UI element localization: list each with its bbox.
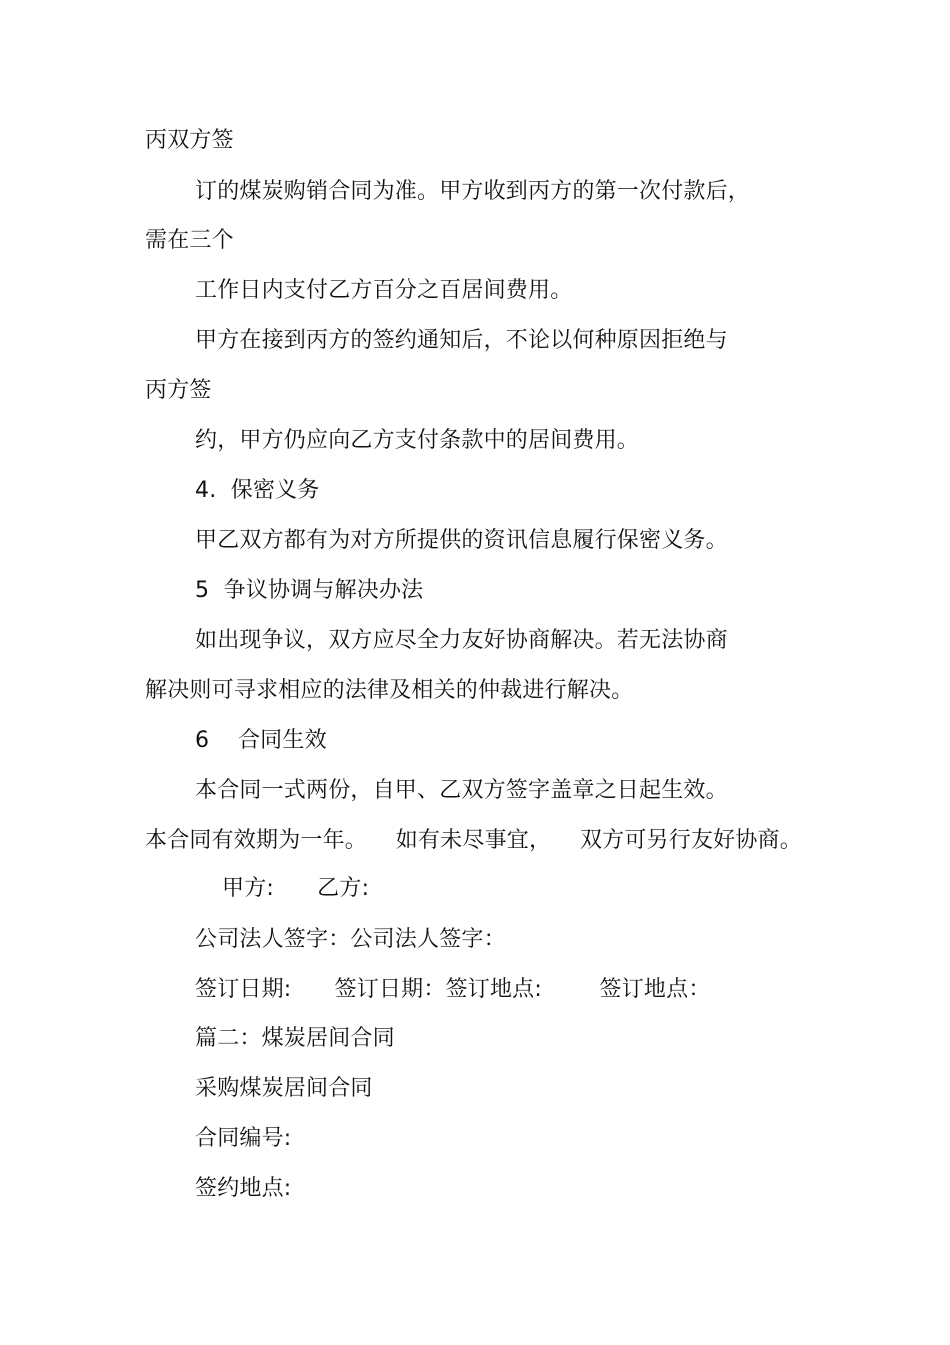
signing-place-field: 签约地点: xyxy=(195,1176,292,1201)
text-line: 本合同有效期为一年。 如有未尽事宜， 双方可另行友好协商。 xyxy=(145,828,802,853)
text-line: 甲方在接到丙方的签约通知后，不论以何种原因拒绝与 xyxy=(195,328,728,353)
text-line: 订的煤炭购销合同为准。甲方收到丙方的第一次付款后， xyxy=(195,179,751,204)
text-line: 解决则可寻求相应的法律及相关的仲裁进行解决。 xyxy=(145,678,634,703)
contract-title: 采购煤炭居间合同 xyxy=(195,1076,373,1101)
text-line: 需在三个 xyxy=(145,228,234,253)
text-line: 丙方签 xyxy=(145,378,212,403)
section-heading-contract-effect: 6 合同生效 xyxy=(195,728,327,753)
text-line: 如出现争议，双方应尽全力友好协商解决。若无法协商 xyxy=(195,628,728,653)
signature-line: 公司法人签字：公司法人签字： xyxy=(195,927,506,952)
text-line: 约，甲方仍应向乙方支付条款中的居间费用。 xyxy=(195,428,640,453)
section-heading-confidentiality: 4. 保密义务 xyxy=(195,478,320,503)
part-two-heading: 篇二：煤炭居间合同 xyxy=(195,1026,395,1051)
text-line: 工作日内支付乙方百分之百居间费用。 xyxy=(195,278,573,303)
text-line: 丙双方签 xyxy=(145,128,234,153)
text-line: 本合同一式两份，自甲、乙双方签字盖章之日起生效。 xyxy=(195,778,728,803)
text-line: 甲乙双方都有为对方所提供的资讯信息履行保密义务。 xyxy=(195,528,728,553)
party-labels: 甲方: 乙方: xyxy=(222,876,370,901)
contract-number-field: 合同编号: xyxy=(195,1126,292,1151)
section-heading-dispute-resolution: 5 争议协调与解决办法 xyxy=(195,578,424,603)
signing-date-place-line: 签订日期: 签订日期：签订地点: 签订地点： xyxy=(195,977,711,1002)
